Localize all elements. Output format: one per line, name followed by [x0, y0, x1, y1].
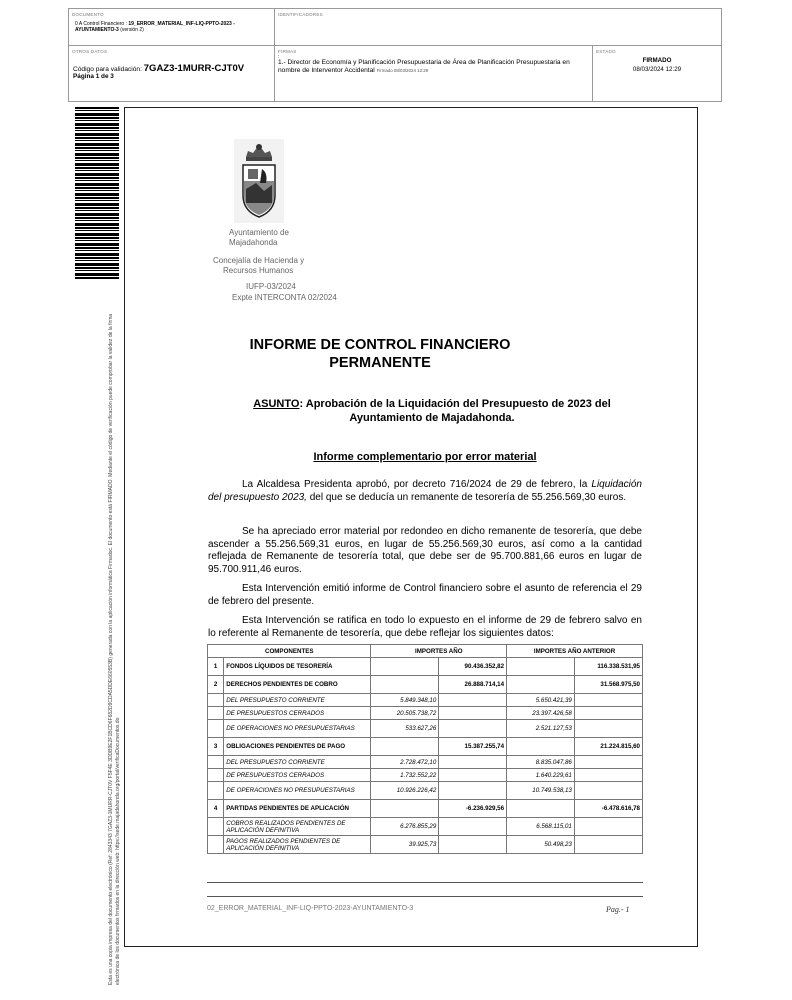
row-anterior-total: 21.224.815,60: [574, 738, 642, 756]
row-importe-total: [439, 782, 507, 800]
coat-of-arms-logo: [234, 139, 284, 223]
letterhead-entity: Ayuntamiento de Majadahonda: [229, 228, 289, 247]
paragraph-4: Esta Intervención se ratifica en todo lo expuesto en el informe de 29 de febrero salvo en lo referente al Remanente de tesorería, que debe reflejar los siguientes datos:: [208, 615, 642, 639]
row-component: PARTIDAS PENDIENTES DE APLICACIÓN: [224, 800, 371, 818]
table-header: COMPONENTES: [208, 645, 371, 658]
report-subtitle: Informe complementario por error material: [313, 451, 537, 463]
table-row: [208, 707, 643, 720]
row-importe-total: [439, 720, 507, 738]
estado-cell: [593, 46, 721, 101]
otros-datos-cell: [69, 46, 275, 101]
row-anterior-parcial: 10.749.538,13: [507, 782, 575, 800]
table-row: [208, 769, 643, 782]
row-importe-parcial: 39.925,73: [371, 836, 439, 854]
row-component: DE PRESUPUESTOS CERRADOS: [224, 769, 371, 782]
identificadores-cell: [275, 9, 721, 46]
row-anterior-parcial: [507, 658, 575, 676]
row-component: DE PRESUPUESTOS CERRADOS: [224, 707, 371, 720]
documento-name: 0 A Control Financiero : 19_ERROR_MATERIAL_INF-LIQ-PPTO-2023 -AYUNTAMIENTO-3 (versión 2): [75, 21, 235, 33]
row-component: DEL PRESUPUESTO CORRIENTE: [224, 694, 371, 707]
estado-date: 08/03/2024 12:29: [632, 66, 682, 73]
table-row: [208, 800, 643, 818]
letterhead-reference: IUFP-03/2024 Expte INTERCONTA 02/2024: [232, 282, 337, 302]
row-number: [208, 836, 224, 854]
paragraph-3: Esta Intervención emitió informe de Control financiero sobre el asunto de referencia el 29 de febrero del presente.: [208, 583, 642, 607]
table-header: IMPORTES AÑO ANTERIOR: [507, 645, 643, 658]
verification-sidebar-text: Esta es una copia impresa del documento electrónico (Ref: 2843343 7GAZ3-1MURR-CJT0V F5F4E 3DDB9E2F1BCD6F682D9CDA5DDE660553B) generada con la aplicación informática Firmadoc. El documento está FIRMADO. Mediante el código de verificación puede comprobar la validez de la firma electrónica de los documentos firmados en la dirección web: https://sede.majadahonda.org/portal/verificaDocumentos.do: [108, 313, 121, 985]
row-anterior-parcial: [507, 676, 575, 694]
row-component: DERECHOS PENDIENTES DE COBRO: [224, 676, 371, 694]
documento-cell: [69, 9, 275, 46]
row-importe-total: -6.236.929,56: [439, 800, 507, 818]
row-anterior-parcial: 6.568.115,01: [507, 818, 575, 836]
row-number: [208, 720, 224, 738]
row-importe-parcial: 6.276.855,29: [371, 818, 439, 836]
table-row: [208, 694, 643, 707]
row-anterior-parcial: 2.521.127,53: [507, 720, 575, 738]
table-row: [208, 738, 643, 756]
row-importe-parcial: 10.926.226,42: [371, 782, 439, 800]
table-row: [208, 658, 643, 676]
row-anterior-total: [574, 756, 642, 769]
row-importe-parcial: 1.732.552,22: [371, 769, 439, 782]
row-anterior-total: -6.478.616,78: [574, 800, 642, 818]
table-header: IMPORTES AÑO: [371, 645, 507, 658]
row-importe-total: [439, 707, 507, 720]
row-number: [208, 694, 224, 707]
footer-rule: [207, 882, 643, 883]
table-row: [208, 676, 643, 694]
table-row: [208, 836, 643, 854]
validation-code: Código para validación: 7GAZ3-1MURR-CJT0V: [73, 63, 245, 74]
row-importe-parcial: [371, 658, 439, 676]
table-body: [208, 658, 643, 854]
row-number: [208, 782, 224, 800]
otros-datos-label: OTROS DATOS: [72, 49, 108, 54]
row-importe-total: [439, 818, 507, 836]
footer-filename: 02_ERROR_MATERIAL_INF-LIQ-PPTO-2023-AYUNTAMIENTO-3: [207, 905, 414, 912]
row-importe-parcial: 5.849.348,10: [371, 694, 439, 707]
row-component: PAGOS REALIZADOS PENDIENTES DE APLICACIÓN DEFINITIVA: [224, 836, 371, 854]
paragraph-1: La Alcaldesa Presidenta aprobó, por decreto 716/2024 de 29 de febrero, la Liquidación del presupuesto 2023, del que se deducía un remanente de tesorería de 55.256.569,30 euros.: [208, 479, 642, 503]
row-number: 2: [208, 676, 224, 694]
row-anterior-parcial: [507, 738, 575, 756]
documento-label: DOCUMENTO: [72, 12, 104, 17]
row-anterior-total: [574, 836, 642, 854]
row-anterior-parcial: 8.835.047,86: [507, 756, 575, 769]
row-number: [208, 769, 224, 782]
row-component: DEL PRESUPUESTO CORRIENTE: [224, 756, 371, 769]
row-importe-parcial: 2.728.472,10: [371, 756, 439, 769]
estado-value: FIRMADO: [642, 57, 672, 64]
row-anterior-total: 31.568.975,50: [574, 676, 642, 694]
row-importe-parcial: [371, 800, 439, 818]
firmas-label: FIRMAS: [278, 49, 297, 54]
table-header-row: [208, 645, 643, 658]
row-anterior-total: [574, 694, 642, 707]
signer-text: 1.- Director de Economía y Planificación Presupuestaria de Área de Planificación Presupuestaria en nombre de Interventor Accidental Firmado 08/03/2024 12:29: [278, 59, 570, 74]
row-anterior-parcial: 23.397.426,58: [507, 707, 575, 720]
row-number: 3: [208, 738, 224, 756]
row-importe-total: 26.888.714,14: [439, 676, 507, 694]
row-importe-parcial: 533.627,26: [371, 720, 439, 738]
row-anterior-total: [574, 769, 642, 782]
row-importe-parcial: [371, 676, 439, 694]
report-subject: ASUNTO: Aprobación de la Liquidación del Presupuesto de 2023 del Ayuntamiento de Majadahonda.: [253, 398, 611, 424]
row-importe-total: [439, 694, 507, 707]
row-component: OBLIGACIONES PENDIENTES DE PAGO: [224, 738, 371, 756]
estado-label: ESTADO: [596, 49, 616, 54]
row-importe-total: [439, 836, 507, 854]
page-info: Página 1 de 3: [73, 73, 114, 80]
signature-metadata-box: [68, 8, 722, 102]
row-number: 1: [208, 658, 224, 676]
row-importe-total: 90.436.352,82: [439, 658, 507, 676]
row-anterior-total: 116.338.531,95: [574, 658, 642, 676]
page-number: Pag.- 1: [606, 905, 630, 914]
row-component: COBROS REALIZADOS PENDIENTES DE APLICACIÓN DEFINITIVA: [224, 818, 371, 836]
firmas-colon: :: [278, 54, 280, 60]
barcode-image: [75, 107, 119, 279]
identificadores-label: IDENTIFICADORES: [278, 12, 323, 17]
row-anterior-parcial: 5.650.421,39: [507, 694, 575, 707]
row-importe-parcial: 20.505.738,72: [371, 707, 439, 720]
footer-rule: [207, 896, 643, 897]
row-importe-total: [439, 756, 507, 769]
remanente-table: [207, 644, 643, 854]
report-title: INFORME DE CONTROL FINANCIERO PERMANENTE: [249, 337, 511, 371]
paragraph-2: Se ha apreciado error material por redondeo en dicho remanente de tesorería, que debe ascender a 55.256.569,31 euros, en lugar de 55.256.569,30 euros, así como a la cantidad reflejada de Remanente de tesorería total, que debe ser de 95.700.881,66 euros en lugar de 95.700.911,46 euros.: [208, 526, 642, 575]
letterhead-department: Concejalía de Hacienda y Recursos Humanos: [213, 256, 305, 275]
table-row: [208, 782, 643, 800]
row-anterior-parcial: [507, 800, 575, 818]
row-component: DE OPERACIONES NO PRESUPUESTARIAS: [224, 720, 371, 738]
table-row: [208, 720, 643, 738]
row-number: [208, 756, 224, 769]
row-component: FONDOS LÍQUIDOS DE TESORERÍA: [224, 658, 371, 676]
row-anterior-total: [574, 818, 642, 836]
table-row: [208, 756, 643, 769]
row-anterior-total: [574, 720, 642, 738]
row-number: 4: [208, 800, 224, 818]
table-row: [208, 818, 643, 836]
row-component: DE OPERACIONES NO PRESUPUESTARIAS: [224, 782, 371, 800]
row-importe-total: [439, 769, 507, 782]
row-number: [208, 707, 224, 720]
row-anterior-total: [574, 782, 642, 800]
row-anterior-parcial: 1.640.229,61: [507, 769, 575, 782]
row-anterior-total: [574, 707, 642, 720]
row-importe-total: 15.387.255,74: [439, 738, 507, 756]
row-number: [208, 818, 224, 836]
firmas-cell: [275, 46, 593, 101]
row-anterior-parcial: 50.498,23: [507, 836, 575, 854]
row-importe-parcial: [371, 738, 439, 756]
